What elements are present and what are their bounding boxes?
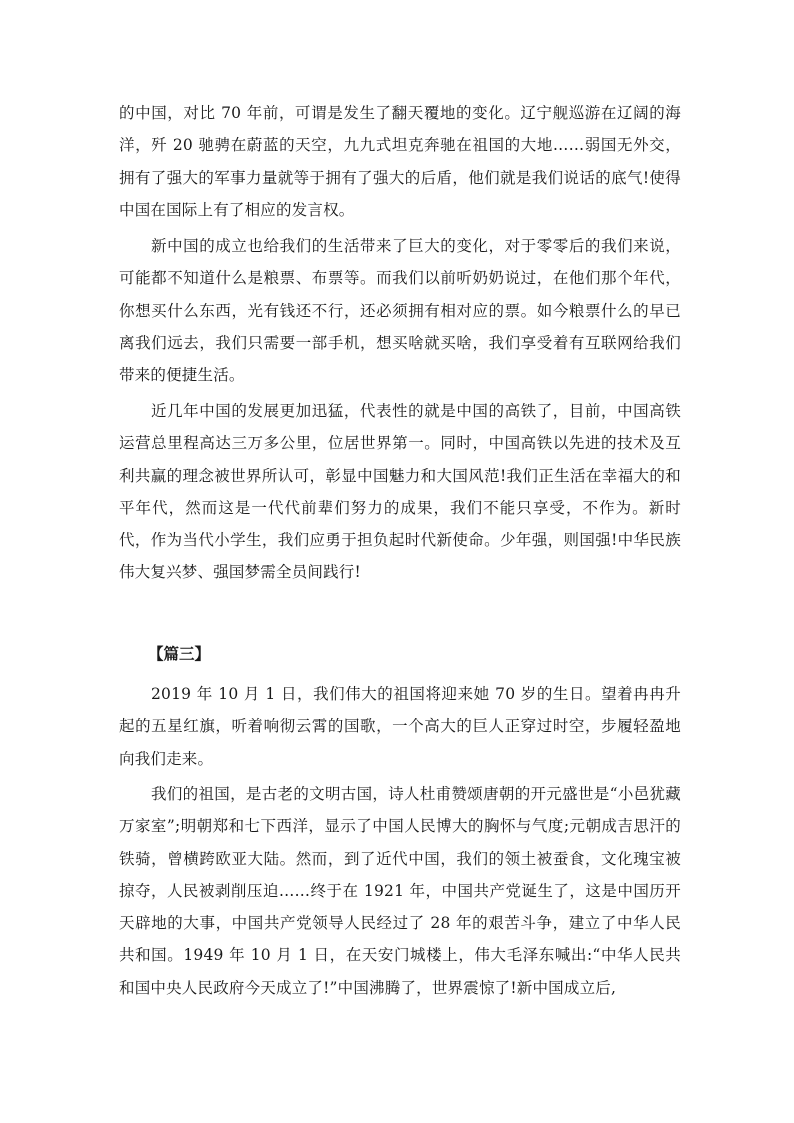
paragraph-national-day: 2019 年 10 月 1 日，我们伟大的祖国将迎来她 70 岁的生日。望着冉冉升起的五星红旗，听着响彻云霄的国歌，一个高大的巨人正穿过时空，步履轻盈地向我们走来。 xyxy=(119,685,681,768)
paragraph-military-progress: 的中国，对比 70 年前，可谓是发生了翻天覆地的变化。辽宁舰巡游在辽阔的海洋，歼 20 驰骋在蔚蓝的天空，九九式坦克奔驰在祖国的大地……弱国无外交，拥有了强大的军事力量就等于拥有了强大的后盾，他们就是我们说话的底气!使得中国在国际上有了相应的发言权。 xyxy=(119,104,681,219)
paragraph-ancient-civilization: 我们的祖国，是古老的文明古国，诗人杜甫赞颂唐朝的开元盛世是“小邑犹藏万家室”;明朝郑和七下西洋，显示了中国人民博大的胸怀与气度;元朝成吉思汗的铁骑，曾横跨欧亚大陆。然而，到了近代中国，我们的领土被蚕食，文化瑰宝被掠夺，人民被剥削压迫……终于在 1921 年，中国共产党诞生了，这是中国历开天辟地的大事，中国共产党领导人民经过了 28 年的艰苦斗争，建立了中华人民共和国。1949 年 10 月 1 日，在天安门城楼上，伟大毛泽东喊出:“中华人民共和国中央人民政府今天成立了!”中国沸腾了，世界震惊了!新中国成立后, xyxy=(119,785,681,997)
paragraph-high-speed-rail: 近几年中国的发展更加迅猛，代表性的就是中国的高铁了，目前，中国高铁运营总里程高达三万多公里，位居世界第一。同时，中国高铁以先进的技术及互利共赢的理念被世界所认可，彰显中国魅力和大国风范!我们正生活在幸福大的和平年代，然而这是一代代前辈们努力的成果，我们不能只享受，不作为。新时代，作为当代小学生，我们应勇于担负起时代新使命。少年强，则国强!中华民族伟大复兴梦、强国梦需全员间践行! xyxy=(119,402,681,582)
paragraph-daily-life-change: 新中国的成立也给我们的生活带来了巨大的变化，对于零零后的我们来说，可能都不知道什么是粮票、布票等。而我们以前听奶奶说过，在他们那个年代，你想买什么东西，光有钱还不行，还必须拥有相对应的票。如今粮票什么的早已离我们远去，我们只需要一部手机，想买啥就买啥，我们享受着有互联网给我们带来的便捷生活。 xyxy=(119,237,681,385)
section-title: 【篇三】 xyxy=(148,644,211,663)
